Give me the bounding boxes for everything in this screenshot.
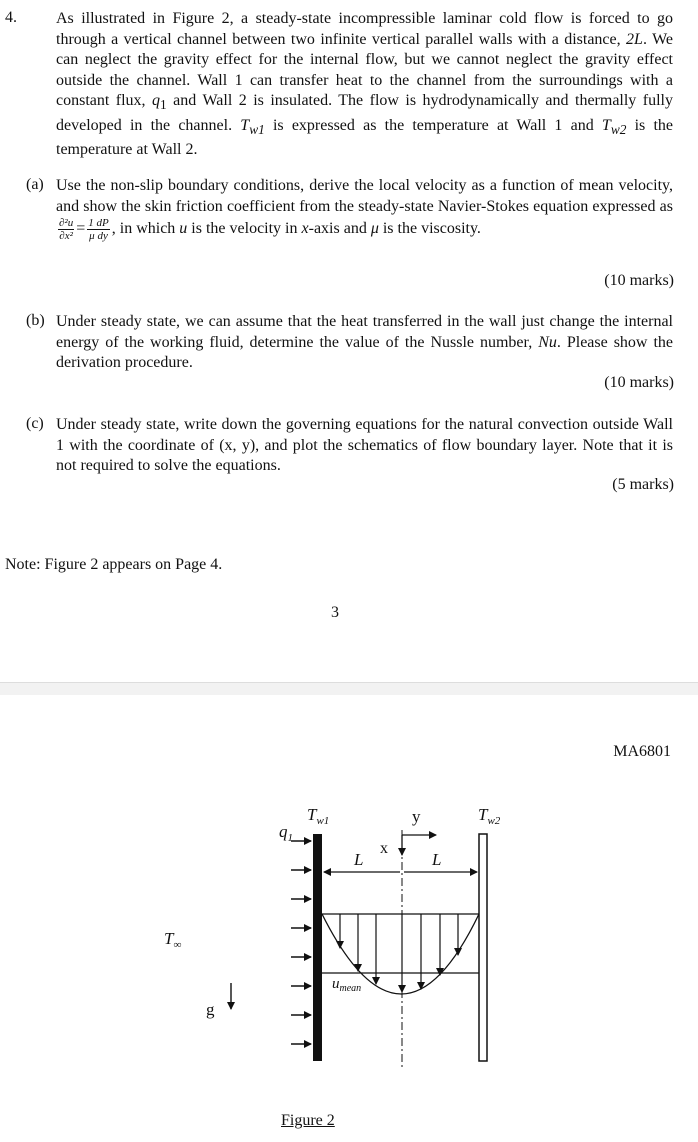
exam-page-4 xyxy=(0,695,698,1142)
intro-text-1: As illustrated in Figure 2, a steady-state incompressible laminar cold flow is forced to go through a vertical channel between two infinite vertical parallel walls with a distance, xyxy=(56,10,673,48)
wall-2 xyxy=(479,834,487,1061)
intro-tw2-sub: w2 xyxy=(610,121,627,137)
x-axis-label: x xyxy=(380,840,388,857)
page-separator xyxy=(0,682,698,696)
part-b-text-2: . Please show the derivation procedure. xyxy=(56,333,674,371)
question-number: 4. xyxy=(5,9,17,26)
intro-text-5: is the temperature at Wall 2. xyxy=(56,116,674,159)
var-u: u xyxy=(179,220,188,238)
page-number: 3 xyxy=(331,604,339,621)
figure-2-diagram xyxy=(0,695,698,1142)
part-c-marks: (5 marks) xyxy=(612,476,674,493)
part-a-label: (a) xyxy=(26,176,44,193)
part-b-text xyxy=(56,312,673,374)
part-a-text-1: Use the non-slip boundary conditions, derive the local velocity as a function of mean velocity, and show the skin friction coefficient from the steady-state Navier-Stokes equation expressed as xyxy=(56,177,673,215)
eq-lhs-den: ∂x² xyxy=(59,230,73,242)
part-c-label: (c) xyxy=(26,415,44,432)
eq-equals: = xyxy=(76,220,86,238)
intro-flux-symbol: q xyxy=(152,92,161,109)
eq-lhs-num: ∂²u xyxy=(59,217,74,229)
eq-rhs-num: 1 dP xyxy=(88,217,109,229)
gravity-label: g xyxy=(206,1000,215,1019)
part-b-marks: (10 marks) xyxy=(604,374,674,391)
intro-tw1-symbol: T xyxy=(240,116,250,134)
heat-flux-arrows xyxy=(291,841,311,1044)
intro-flux-sub: 1 xyxy=(160,97,167,113)
var-mu: μ xyxy=(370,220,379,238)
equation-rhs xyxy=(87,217,109,242)
part-a-text-2: , in which xyxy=(111,220,180,238)
part-c-text: Under steady state, write down the governing equations for the natural convection outside Wall 1 with the coordinate of (x, y), and plot the schematics of flow boundary layer. Note that it is not required to solve the equations. xyxy=(56,416,673,474)
mean-velocity-label: $u_{mean}$ xyxy=(332,976,362,994)
part-a-text-3: is the velocity in xyxy=(187,220,302,238)
part-a-text-4: -axis and xyxy=(308,220,371,238)
wall-2-temp-label: $T_{w2}$ xyxy=(478,805,501,827)
half-width-left-label: L xyxy=(354,850,364,869)
equation-lhs xyxy=(58,217,74,242)
wall-1-temp-label: $T_{w1}$ xyxy=(307,805,330,827)
question-intro xyxy=(56,9,673,161)
ambient-temp-label: $T_\infty$ xyxy=(164,929,182,951)
part-a-text-5: is the viscosity. xyxy=(378,220,481,238)
y-axis-label: y xyxy=(412,807,421,826)
heat-flux-label: $q_1$ xyxy=(279,822,293,844)
intro-tw2-symbol: T xyxy=(601,116,611,134)
intro-text-2: . We can neglect the gravity effect for the internal flow, but we cannot neglect the gravity effect outside the channel. Wall 1 can transfer heat to the channel from the surroundings with a constant flux, xyxy=(56,30,673,109)
var-nu: Nu xyxy=(538,333,557,351)
part-a-text xyxy=(56,176,673,242)
intro-distance: 2L xyxy=(626,30,643,48)
var-x: x xyxy=(301,220,309,238)
part-b-label: (b) xyxy=(26,312,45,329)
velocity-profile-curve xyxy=(322,914,479,994)
eq-rhs-den: μ dy xyxy=(89,230,108,242)
intro-text-3: and Wall 2 is insulated. The flow is hydrodynamically and thermally fully developed in the channel. xyxy=(56,92,673,134)
intro-tw1-sub: w1 xyxy=(249,121,265,137)
figure-caption: Figure 2 xyxy=(281,1112,335,1129)
velocity-arrows xyxy=(340,914,458,992)
wall-1 xyxy=(313,834,322,1061)
part-a-marks: (10 marks) xyxy=(604,272,674,289)
intro-text-4: is expressed as the temperature at Wall 1 and xyxy=(264,116,602,134)
page-note: Note: Figure 2 appears on Page 4. xyxy=(5,556,223,573)
half-width-right-label: L xyxy=(432,850,442,869)
part-b-text-1: Under steady state, we can assume that the heat transferred in the wall just change the internal energy of the working fluid, determine the value of the Nussle number, xyxy=(56,313,673,351)
course-code: MA6801 xyxy=(613,743,671,760)
